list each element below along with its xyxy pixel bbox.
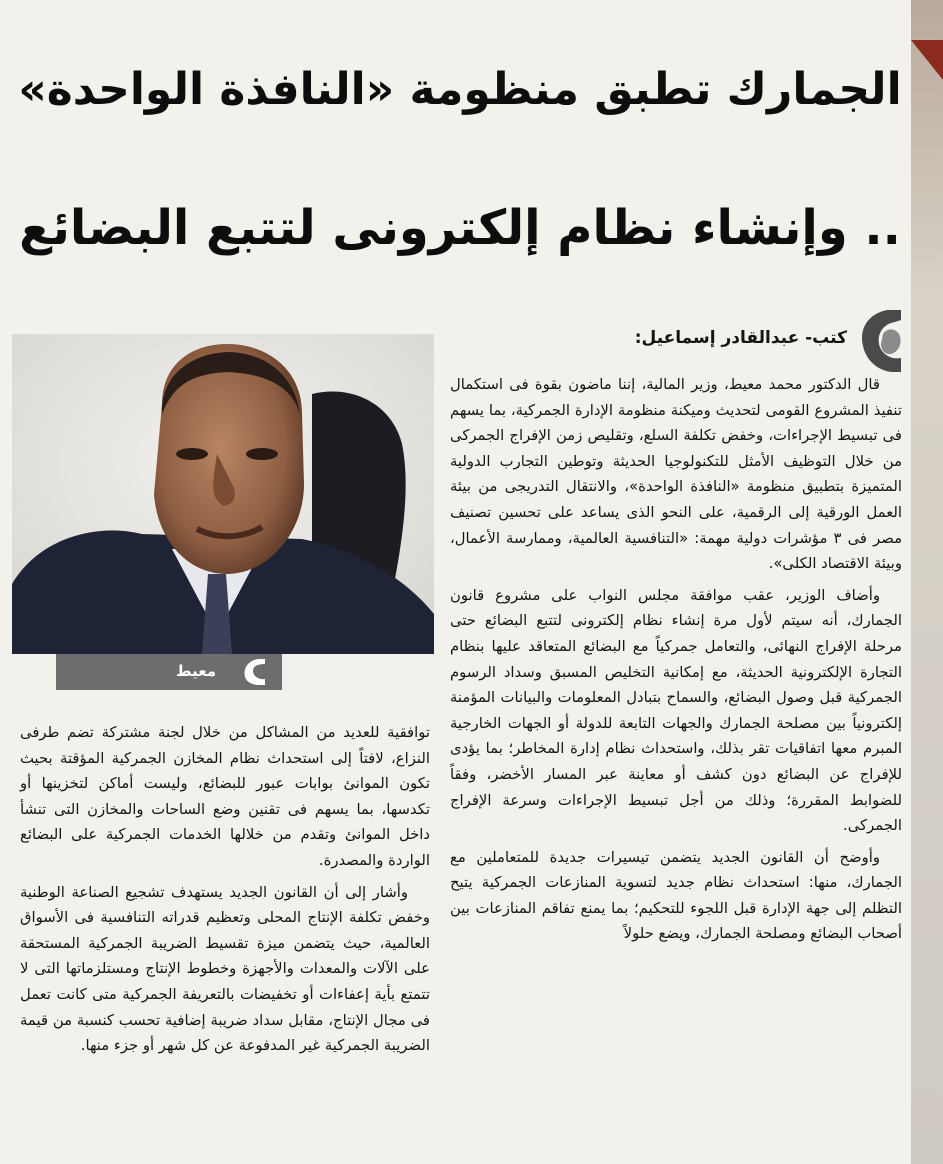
article-paragraph: وأشار إلى أن القانون الجديد يستهدف تشجيع الصناعة الوطنية وخفض تكلفة الإنتاج المحلى وتعظيم قدراته التنافسية فى الأسواق العالمية، حيث يتضمن ميزة تقسيط الضريبة الجمركية المستحقة على الآلات والمعدات والأجهزة وخطوط الإنتاج ومستلزماتها التى لا تتمتع بأية إعفاءات أو تخفيضات بالتعريفة الجمركية متى كانت تعمل فى مجال الإنتاج، مقابل سداد ضريبة إضافية تحسب كنسبة من قيمة الضريبة الجمركية غير المدفوعة عن كل شهر أو جزء منها. (20, 883, 430, 1055)
article-paragraph: وأوضح أن القانون الجديد يتضمن تيسيرات جديدة للمتعاملين مع الجمارك، منها: استحداث نظام جديد لتسوية المنازعات الجمركية يتيح التظلم إلى جهة الإدارة قبل اللجوء للتحكيم؛ بما يمنع تفاقم المنازعات بين أصحاب البضائع ومصلحة الجمارك، ويضع حلولاً (450, 848, 902, 943)
newspaper-logo-icon (857, 308, 903, 374)
portrait-image (12, 334, 434, 654)
byline: كتب- عبدالقادر إسماعيل: (634, 328, 847, 348)
photo-caption: معيط (176, 662, 216, 680)
headline-line-2: .. وإنشاء نظام إلكترونى لتتبع البضائع (19, 200, 901, 256)
caption-logo-icon (242, 658, 266, 686)
photo-caption-bar (56, 654, 282, 690)
page-edge-strip (911, 0, 943, 1164)
byline-row (383, 308, 903, 378)
corner-marker (911, 40, 943, 80)
article-paragraph: توافقية للعديد من المشاكل من خلال لجنة مشتركة تضم طرفى النزاع، لافتاً إلى استحداث نظام المخازن الجمركية المؤقتة بحيث تكون الموانئ بوابات عبور للبضائع، وليست أماكن لتخزينها أو تكدسها، بما يسهم فى تقنين وضع الساحات والمخازن التى تنشأ داخل الموانئ وتقدم من خلالها الخدمات الجمركية على البضائع الواردة والمصدرة. (20, 724, 430, 869)
article-left-column (20, 720, 430, 1059)
article-paragraph: قال الدكتور محمد معيط، وزير المالية، إننا ماضون بقوة فى استكمال تنفيذ المشروع القومى لتحديث وميكنة منظومة الإدارة الجمركية، بما يسهم فى تبسيط الإجراءات، وخفض تكلفة السلع، وتقليص زمن الإفراج الجمركى من خلال التوظيف الأمثل للتكنولوجيا الحديثة وتوطين التجارب الدولية المتميزة بتطبيق منظومة «النافذة الواحدة»، والانتقال التدريجى من بيئة العمل الورقية إلى الرقمية، على النحو الذى يساعد على تحسين تصنيف مصر فى ٣ مؤشرات دولية مهمة: «التنافسية العالمية، وممارسة الأعمال، وبيئة الاقتصاد الكلى». (450, 376, 902, 573)
article-right-column (450, 372, 902, 947)
headline-line-1: الجمارك تطبق منظومة «النافذة الواحدة» (18, 64, 902, 115)
minister-photo (12, 334, 434, 654)
article-paragraph: وأضاف الوزير، عقب موافقة مجلس النواب على مشروع قانون الجمارك، أنه سيتم لأول مرة إنشاء نظام إلكترونى لتتبع البضائع حتى مرحلة الإفراج النهائى، والتعامل جمركياً مع البضائع المتعاقد عليها بنظام التجارة الإلكترونية الحديثة، مع إمكانية التخليص المسبق وسداد الرسوم الجمركية قبل وصول البضائع، والسماح بتبادل المعلومات والبيانات المؤمنة إلكترونياً بين مصلحة الجمارك والجهات التابعة للدولة أو الجهات الخارجية المبرم معها اتفاقيات تقر بذلك، واستحداث نظام إدارة المخاطر؛ بما يؤدى للإفراج عن البضائع دون كشف أو معاينة عبر المسار الأخضر، وفقاً للضوابط المقررة؛ وذلك من أجل تبسيط الإجراءات وسرعة الإفراج الجمركى. (450, 586, 902, 835)
